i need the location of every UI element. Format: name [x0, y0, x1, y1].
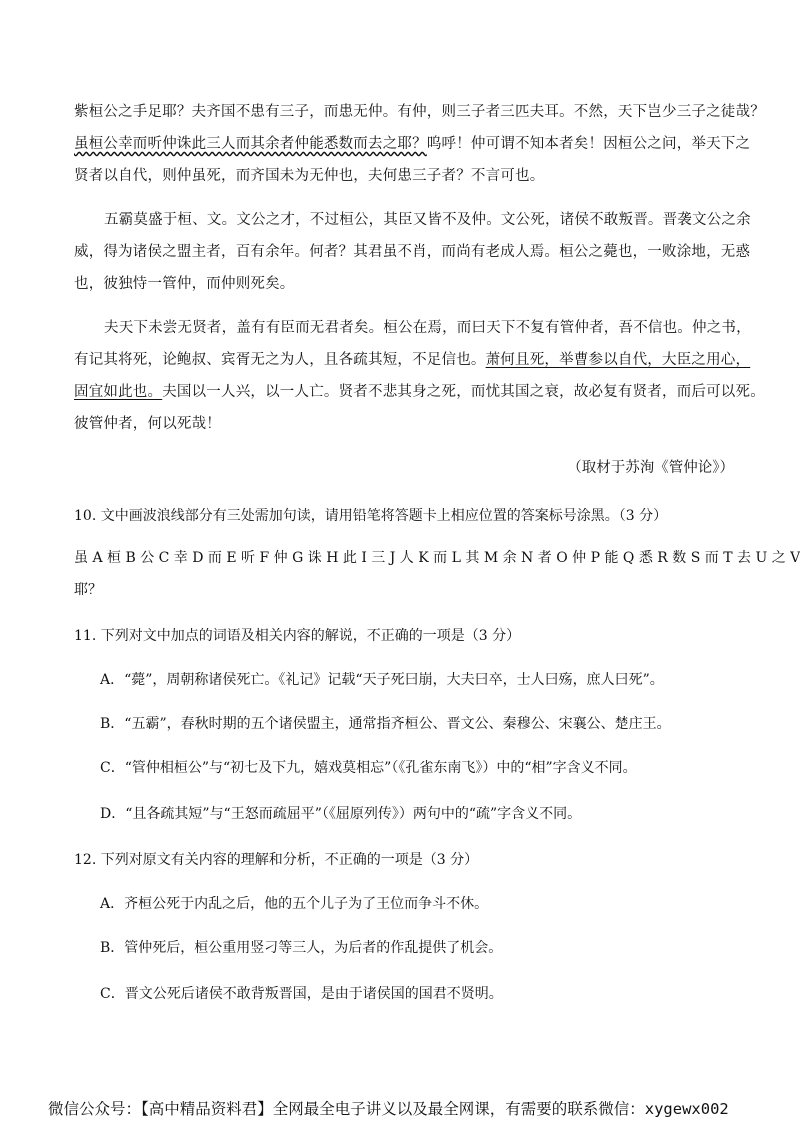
- wavy-underlined-text: 虽桓公幸而听仲诛此三人而其余者仲能悉数而去之耶？: [74, 136, 427, 152]
- question-11-option-d: D．“且各疏其短”与“王怒而疏屈平”（《屈原列传》）两句中的“疏”字含义不同。: [100, 806, 582, 822]
- underlined-text: 固宜如此也。: [74, 384, 163, 400]
- passage-line: [74, 350, 750, 370]
- passage-text: 有记其将死，论鲍叔、宾胥无之为人，且各疏其短，不足信也。: [74, 352, 486, 368]
- question-11-option-a: A．“薨”，周朝称诸侯死亡。《礼记》记载“天子死曰崩，大夫曰卒，士人曰殇，庶人曰死”。: [100, 672, 664, 688]
- passage-text: 夫国以一人兴，以一人亡。贤者不悲其身之死，而忧其国之衰，故必复有贤者，而后可以死。: [162, 384, 765, 400]
- passage-line: 也，彼独恃一管仲，而仲则死矣。: [74, 276, 295, 292]
- passage-line: [74, 382, 765, 402]
- question-11-option-c: C．“管仲相桓公”与“初七及下九，嬉戏莫相忘”（《孔雀东南飞》）中的“相”字含义不同。: [100, 760, 637, 776]
- question-11-option-b: B．“五霸”，春秋时期的五个诸侯盟主，通常指齐桓公、晋文公、秦穆公、宋襄公、楚庄王。: [100, 716, 671, 732]
- question-12-option-a: A．齐桓公死于内乱之后，他的五个儿子为了王位而争斗不休。: [100, 896, 489, 912]
- question-10-options-line: 耶？: [74, 582, 102, 598]
- question-12-option-c: C．晋文公死后诸侯不敢背叛晋国，是由于诸侯国的国君不贤明。: [100, 986, 503, 1002]
- passage-text: 呜呼！仲可谓不知本者矣！因桓公之问，举天下之: [426, 136, 751, 152]
- passage-line: 贤者以自代，则仲虽死，而齐国未为无仲也，夫何患三子者？不言可也。: [74, 168, 545, 184]
- question-12-option-b: B．管仲死后，桓公重用竖刁等三人，为后者的作乱提供了机会。: [100, 940, 503, 956]
- passage-line: 夫天下未尝无贤者，盖有有臣而无君者矣。桓公在焉，而曰天下不复有管仲者，吾不信也。仲之书，: [104, 320, 751, 336]
- passage-line: [74, 134, 750, 154]
- passage-line: 紫桓公之手足耶？夫齐国不患有三子，而患无仲。有仲，则三子者三匹夫耳。不然，天下岂少三子之徒哉？: [74, 104, 765, 120]
- passage-line: 彼管仲者，何以死哉！: [74, 416, 221, 432]
- question-10-options-line: 虽 A 桓 B 公 C 幸 D 而 E 听 F 仲 G 诛 H 此 I 三 J 人 K 而 L 其 M 余 N 者 O 仲 P 能 Q 悉 R 数 S 而 T 去 U 之 V: [74, 550, 800, 566]
- passage-line: 五霸莫盛于桓、文。文公之才，不过桓公，其臣又皆不及仲。文公死，诸侯不敢叛晋。晋袭文公之余: [104, 212, 751, 228]
- underlined-text: 萧何且死，举曹参以自代，大臣之用心，: [485, 352, 751, 368]
- question-11-stem: 11. 下列对文中加点的词语及相关内容的解说，不正确的一项是（3 分）: [74, 628, 521, 644]
- passage-line: 威，得为诸侯之盟主者，百有余年。何者？其君虽不肖，而尚有老成人焉。桓公之薨也，一败涂地，无惑: [74, 244, 751, 260]
- footer-wechat-notice: 微信公众号：【高中精品资料君】全网最全电子讲义以及最全网课，有需要的联系微信：xygewx002: [48, 1100, 729, 1118]
- question-12-stem: 12. 下列对原文有关内容的理解和分析，不正确的一项是（3 分）: [74, 852, 479, 868]
- source-citation: （取材于苏洵《管仲论》）: [567, 460, 734, 476]
- question-10-stem: 10. 文中画波浪线部分有三处需加句读，请用铅笔将答题卡上相应位置的答案标号涂黑。（3 分）: [74, 508, 668, 524]
